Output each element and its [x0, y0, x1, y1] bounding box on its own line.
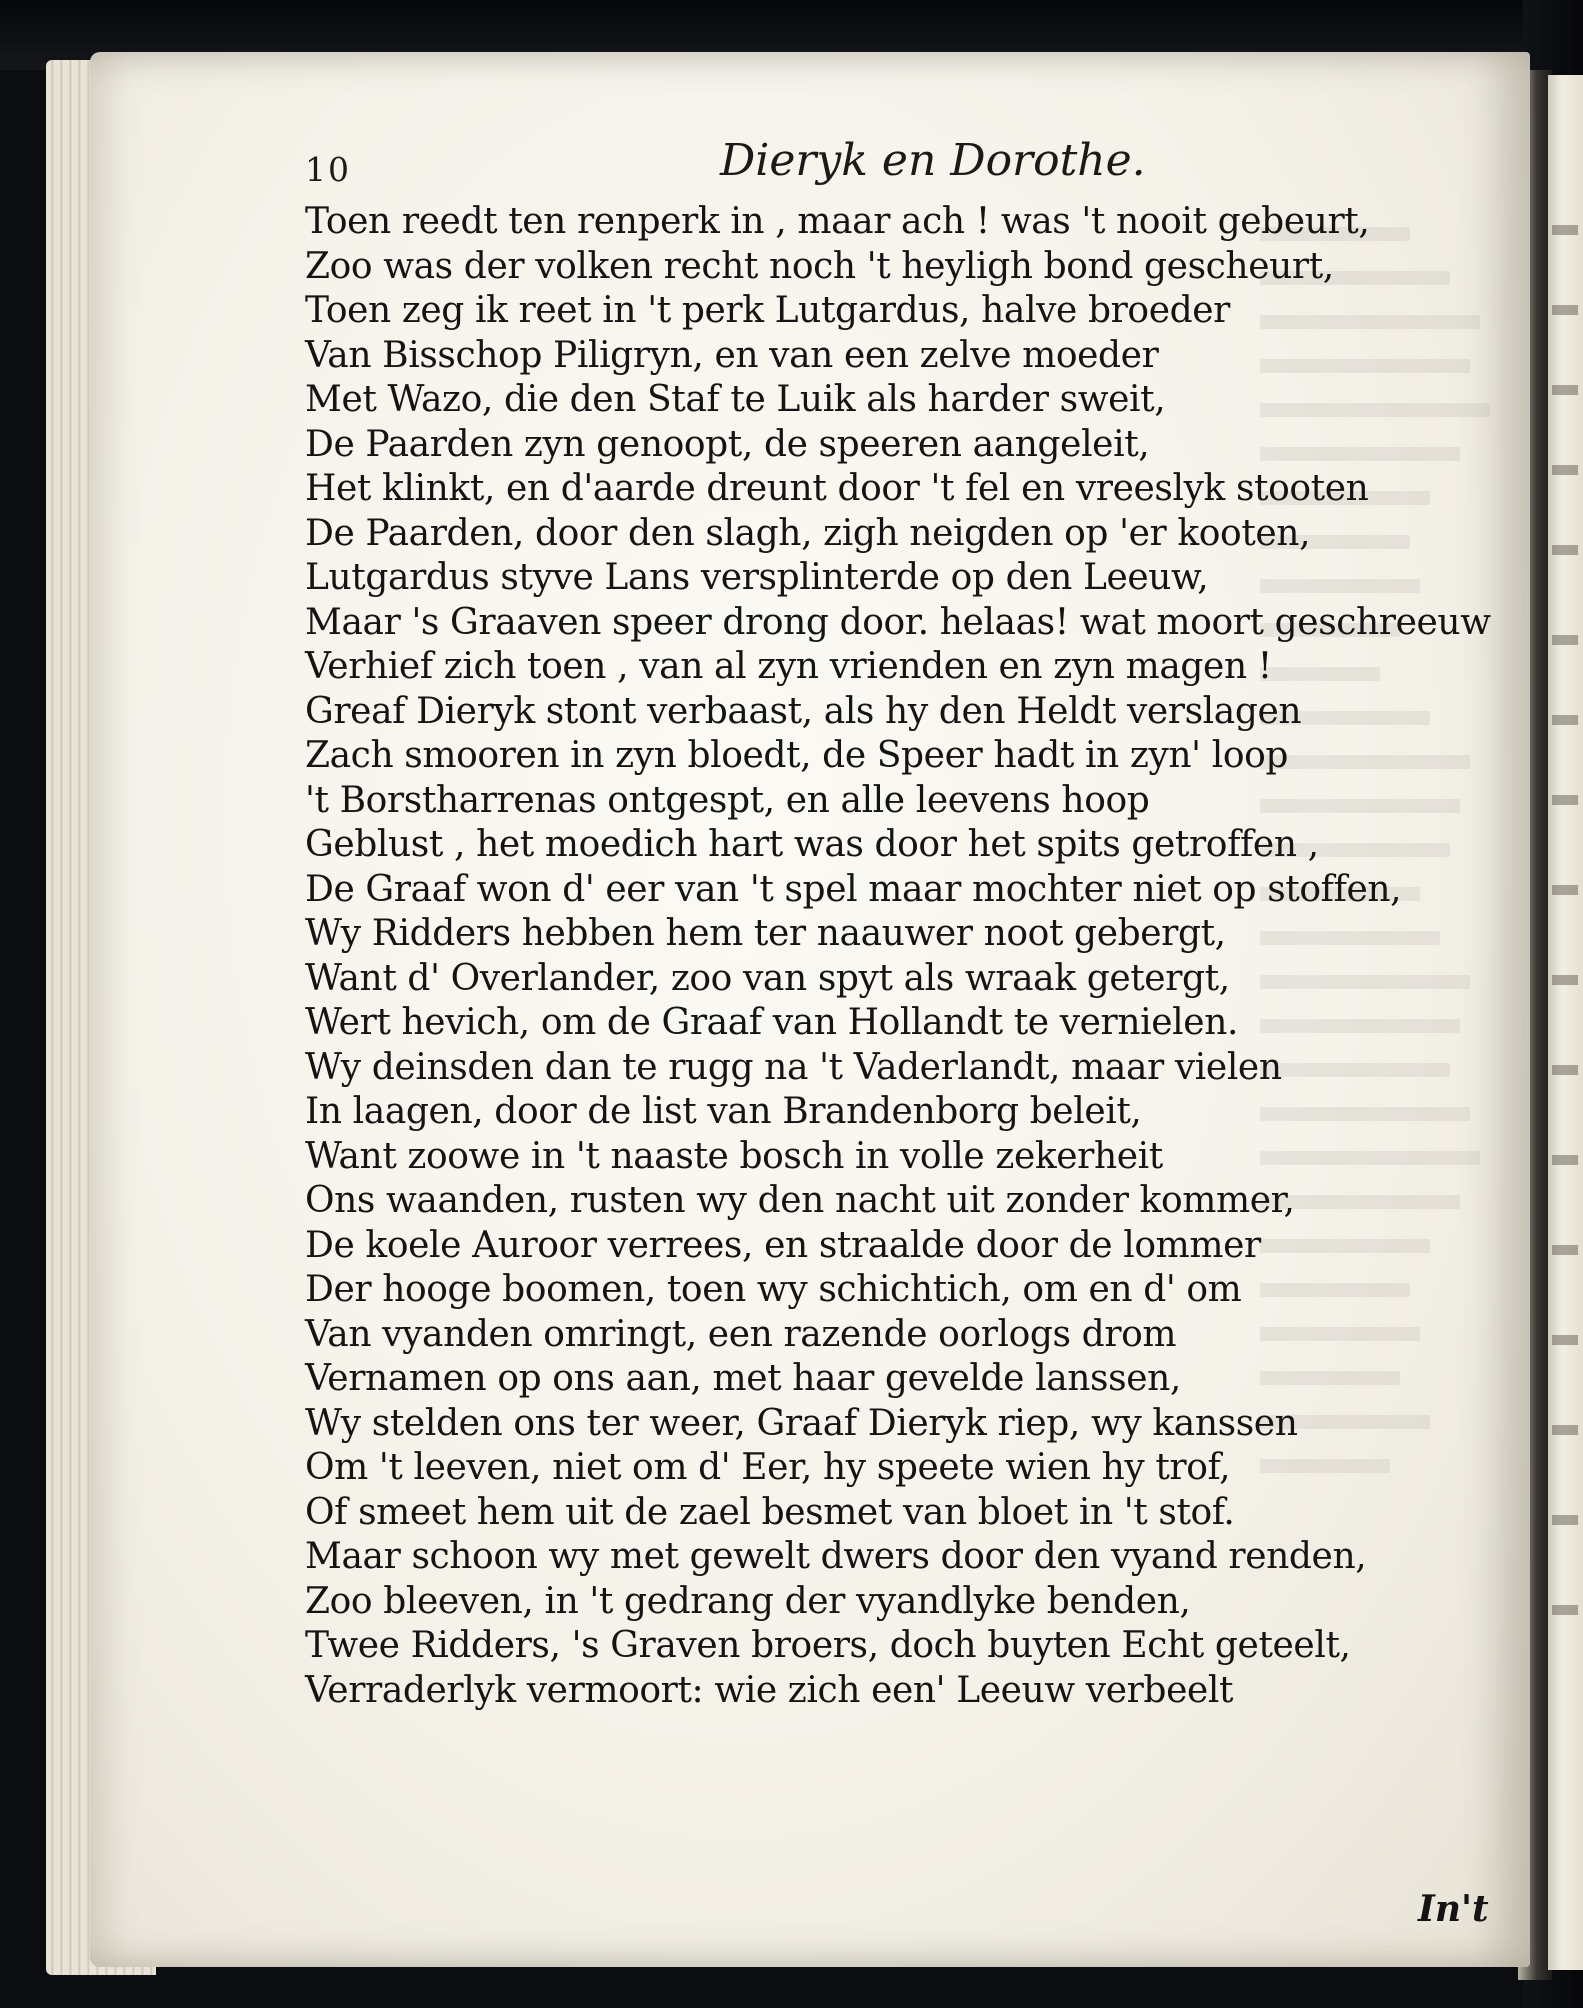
verse-line: Want zoowe in 't naaste bosch in volle zekerheit — [305, 1135, 1163, 1177]
verse-line: Met Wazo, die den Staf te Luik als harder sweit, — [305, 379, 1166, 420]
verse-line: Greaf Dieryk stont verbaast, als hy den Heldt verslagen — [305, 690, 1302, 732]
verse-line: Om 't leeven, niet om d' Eer, hy speete wien hy trof, — [305, 1447, 1231, 1488]
verse-text — [305, 200, 1491, 1713]
verse-line: Zoo was der volken recht noch 't heyligh bond gescheurt, — [305, 245, 1334, 287]
page-number: 10 — [305, 150, 351, 189]
verse-line: Zach smooren in zyn bloedt, de Speer hadt in zyn' loop — [305, 735, 1289, 776]
verse-line: Toen reedt ten renperk in , maar ach ! was 't nooit gebeurt, — [305, 201, 1370, 242]
verse-line: Maar schoon wy met gewelt dwers door den vyand renden, — [305, 1536, 1367, 1577]
verse-line: Maar 's Graaven speer drong door. helaas! wat moort geschreeuw — [305, 601, 1491, 643]
verse-line: Wy Ridders hebben hem ter naauwer noot gebergt, — [305, 913, 1226, 954]
verse-line: Van vyanden omringt, een razende oorlogs drom — [305, 1313, 1177, 1355]
verse-line: Toen zeg ik reet in 't perk Lutgardus, halve broeder — [305, 290, 1230, 331]
verse-line: De Paarden zyn genoopt, de speeren aangeleit, — [305, 423, 1150, 465]
verse-line: Wert hevich, om de Graaf van Hollandt te vernielen. — [305, 1002, 1239, 1043]
verse-line: Verraderlyk vermoort: wie zich een' Leeuw verbeelt — [305, 1669, 1234, 1711]
verse-line: In laagen, door de list van Brandenborg beleit, — [305, 1091, 1142, 1132]
verse-line: Of smeet hem uit de zael besmet van bloet in 't stof. — [305, 1491, 1235, 1533]
running-header — [0, 0, 1583, 200]
verse-line: Ons waanden, rusten wy den nacht uit zonder kommer, — [305, 1180, 1295, 1221]
verse-line: Wy deinsden dan te rugg na 't Vaderlandt, maar vielen — [305, 1046, 1282, 1088]
verse-line: Vernamen op ons aan, met haar gevelde lanssen, — [305, 1358, 1181, 1399]
verse-line: Der hooge boomen, toen wy schichtich, om en d' om — [305, 1269, 1242, 1310]
verse-line: Want d' Overlander, zoo van spyt als wraak getergt, — [305, 957, 1230, 999]
verse-line: Verhief zich toen , van al zyn vrienden en zyn magen ! — [305, 646, 1272, 687]
verse-line: Lutgardus styve Lans versplinterde op den Leeuw, — [305, 557, 1209, 598]
verse-line: Geblust , het moedich hart was door het spits getroffen , — [305, 824, 1319, 865]
verse-line: Wy stelden ons ter weer, Graaf Dieryk riep, wy kanssen — [305, 1402, 1298, 1444]
verse-line: De koele Auroor verrees, en straalde door de lommer — [305, 1224, 1261, 1266]
catchword: In't — [1418, 1888, 1489, 1930]
verse-line: 't Borstharrenas ontgespt, en alle leevens hoop — [305, 779, 1150, 821]
verse-line: Van Bisschop Piligryn, en van een zelve moeder — [305, 334, 1159, 376]
verse-line: Twee Ridders, 's Graven broers, doch buyten Echt geteelt, — [305, 1625, 1351, 1666]
verse-line: Zoo bleeven, in 't gedrang der vyandlyke benden, — [305, 1580, 1191, 1622]
verse-line: De Paarden, door den slagh, zigh neigden op 'er kooten, — [305, 512, 1311, 554]
verse-line: De Graaf won d' eer van 't spel maar mochter niet op stoffen, — [305, 868, 1402, 910]
running-title: Dieryk en Dorothe. — [720, 135, 1146, 186]
verse-line: Het klinkt, en d'aarde dreunt door 't fel en vreeslyk stooten — [305, 468, 1369, 509]
